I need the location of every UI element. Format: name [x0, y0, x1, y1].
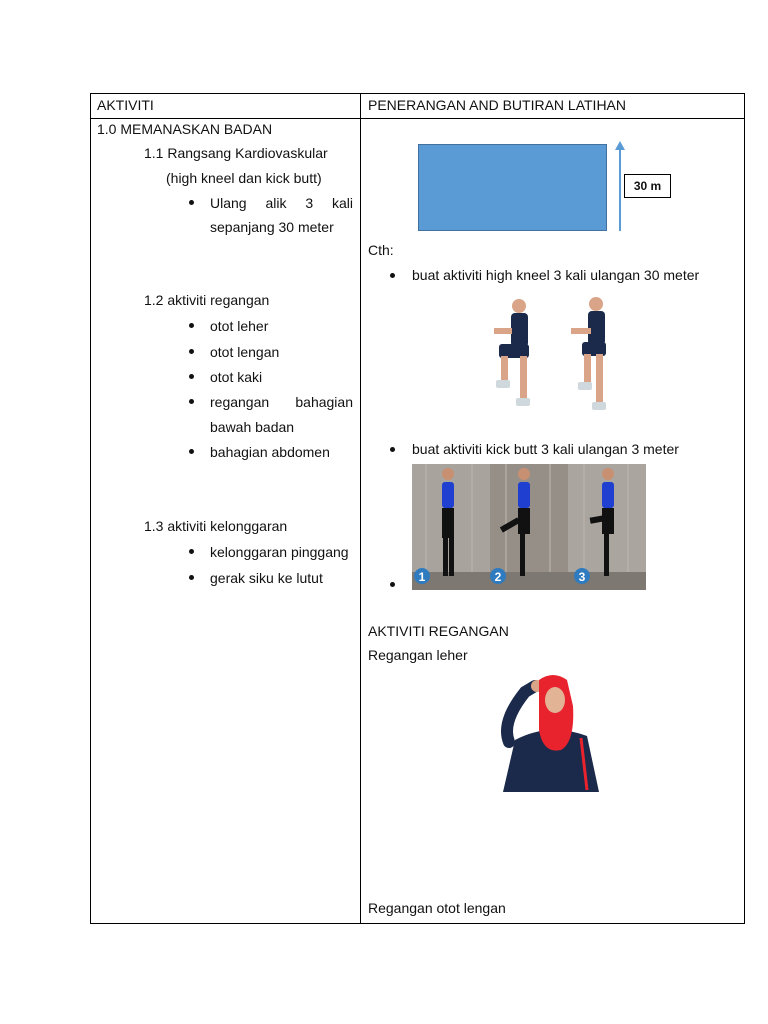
activity-table — [90, 93, 745, 924]
bullet — [189, 349, 194, 354]
bullet — [189, 549, 194, 554]
header-divider — [91, 118, 744, 119]
word: Ulang — [210, 195, 247, 211]
list-item-line2: bawah badan — [210, 419, 295, 435]
bullet — [189, 200, 194, 205]
list-item: otot kaki — [210, 369, 263, 385]
subsection-1-title: 1.1 Rangsang Kardiovaskular — [144, 145, 328, 161]
word: kali — [331, 195, 353, 211]
bullet-empty — [390, 582, 395, 587]
runner-figure-1 — [442, 468, 454, 576]
justified-line-ulang — [210, 194, 353, 212]
bullet — [390, 273, 395, 278]
word: bahagian — [295, 394, 353, 410]
neck-stretch-photo — [495, 670, 603, 794]
step-number-1: 1 — [418, 570, 426, 584]
high-knee-instruction: buat aktiviti high kneel 3 kali ulangan 30 meter — [412, 267, 700, 283]
step-number-3: 3 — [578, 570, 586, 584]
bullet — [189, 575, 194, 580]
arrow-up-icon — [615, 141, 625, 150]
list-item: gerak siku ke lutut — [210, 570, 323, 586]
bullet — [390, 447, 395, 452]
list-item: otot lengan — [210, 344, 280, 360]
regangan-leher-label: Regangan leher — [368, 647, 468, 663]
list-item: otot leher — [210, 318, 269, 334]
bullet — [189, 399, 194, 404]
subsection-1-subtitle: (high kneel dan kick butt) — [166, 170, 322, 186]
kick-butt-photo — [412, 464, 646, 590]
subsection-2-title: 1.2 aktiviti regangan — [144, 292, 270, 308]
column-divider — [360, 94, 361, 923]
bullet — [189, 323, 194, 328]
kick-butt-instruction: buat aktiviti kick butt 3 kali ulangan 3 meter — [412, 441, 679, 457]
cth-label: Cth: — [368, 242, 394, 258]
list-item: bahagian abdomen — [210, 444, 330, 460]
word: alik — [265, 195, 287, 211]
bullet — [189, 449, 194, 454]
header-aktiviti: AKTIVITI — [97, 97, 154, 113]
word: regangan — [210, 394, 270, 410]
distance-label: 30 m — [624, 174, 671, 198]
justified-line-regangan — [210, 393, 353, 411]
distance-arrow — [619, 148, 621, 231]
step-number-2: 2 — [494, 570, 502, 584]
section-title: 1.0 MEMANASKAN BADAN — [97, 121, 273, 137]
high-knee-photo — [456, 294, 661, 432]
header-penerangan: PENERANGAN AND BUTIRAN LATIHAN — [368, 97, 627, 113]
regangan-lengan-label: Regangan otot lengan — [368, 900, 506, 916]
bullet — [189, 374, 194, 379]
track-field-diagram — [418, 144, 607, 231]
subsection-3-title: 1.3 aktiviti kelonggaran — [144, 518, 288, 534]
bullet-line2: sepanjang 30 meter — [210, 219, 334, 235]
word: 3 — [305, 195, 314, 211]
regangan-heading: AKTIVITI REGANGAN — [368, 623, 509, 639]
list-item: kelonggaran pinggang — [210, 544, 349, 560]
